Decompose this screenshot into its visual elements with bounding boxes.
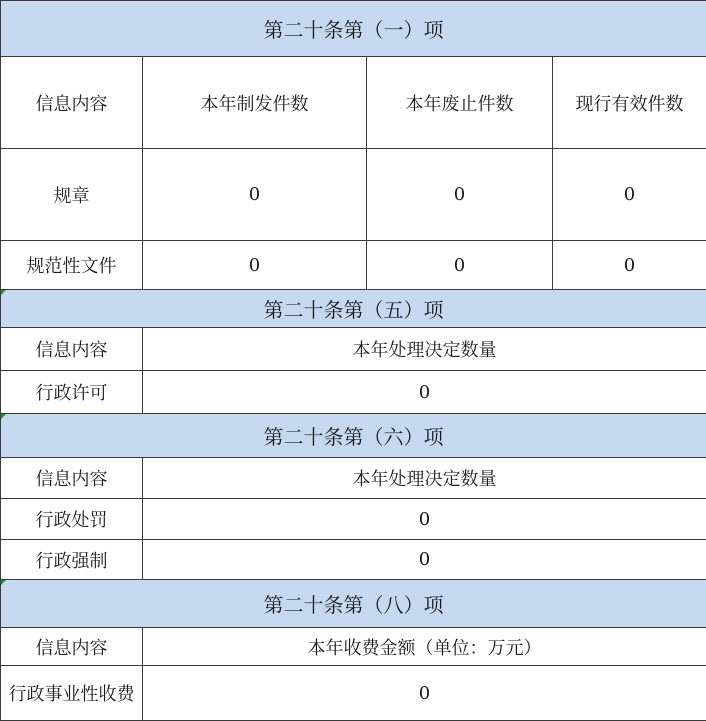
section5-header-content: 信息内容 — [1, 328, 143, 371]
regulations-abolished-value: 0 — [367, 149, 553, 241]
section1-column-header-row — [1, 57, 706, 149]
row-label-regulations: 规章 — [1, 149, 143, 241]
administrative-fees-value: 0 — [143, 666, 706, 721]
section5-title: 第二十条第（五）项 — [1, 290, 706, 328]
section6-title: 第二十条第（六）项 — [1, 414, 706, 458]
section1-header-content: 信息内容 — [1, 57, 143, 149]
section5-header-row — [1, 290, 706, 328]
section6-header-row — [1, 414, 706, 458]
section1-header-effective: 现行有效件数 — [553, 57, 706, 149]
regulations-effective-value: 0 — [553, 149, 706, 241]
normative-abolished-value: 0 — [367, 241, 553, 290]
row-label-normative-documents: 规范性文件 — [1, 241, 143, 290]
section1-header-row — [1, 1, 706, 57]
section1-header-issued: 本年制发件数 — [143, 57, 367, 149]
administrative-penalty-value: 0 — [143, 499, 706, 540]
section1-title: 第二十条第（一）项 — [1, 1, 706, 57]
section5-header-count: 本年处理决定数量 — [143, 328, 706, 371]
row-label-administrative-penalty: 行政处罚 — [1, 499, 143, 540]
table-row — [1, 540, 706, 580]
row-label-administrative-enforcement: 行政强制 — [1, 540, 143, 580]
section5-column-header-row — [1, 328, 706, 371]
section1-header-abolished: 本年废止件数 — [367, 57, 553, 149]
table-row — [1, 149, 706, 241]
section6-header-content: 信息内容 — [1, 458, 143, 499]
section6-column-header-row — [1, 458, 706, 499]
normative-issued-value: 0 — [143, 241, 367, 290]
regulations-issued-value: 0 — [143, 149, 367, 241]
section8-title: 第二十条第（八）项 — [1, 580, 706, 628]
section8-header-amount: 本年收费金额（单位：万元） — [143, 628, 706, 666]
normative-effective-value: 0 — [553, 241, 706, 290]
table-row — [1, 371, 706, 414]
section8-header-row — [1, 580, 706, 628]
administrative-enforcement-value: 0 — [143, 540, 706, 580]
table-row — [1, 666, 706, 721]
section8-column-header-row — [1, 628, 706, 666]
administrative-license-value: 0 — [143, 371, 706, 414]
section8-header-content: 信息内容 — [1, 628, 143, 666]
row-label-administrative-fees: 行政事业性收费 — [1, 666, 143, 721]
table-row — [1, 241, 706, 290]
section6-header-count: 本年处理决定数量 — [143, 458, 706, 499]
row-label-administrative-license: 行政许可 — [1, 371, 143, 414]
table-row — [1, 499, 706, 540]
